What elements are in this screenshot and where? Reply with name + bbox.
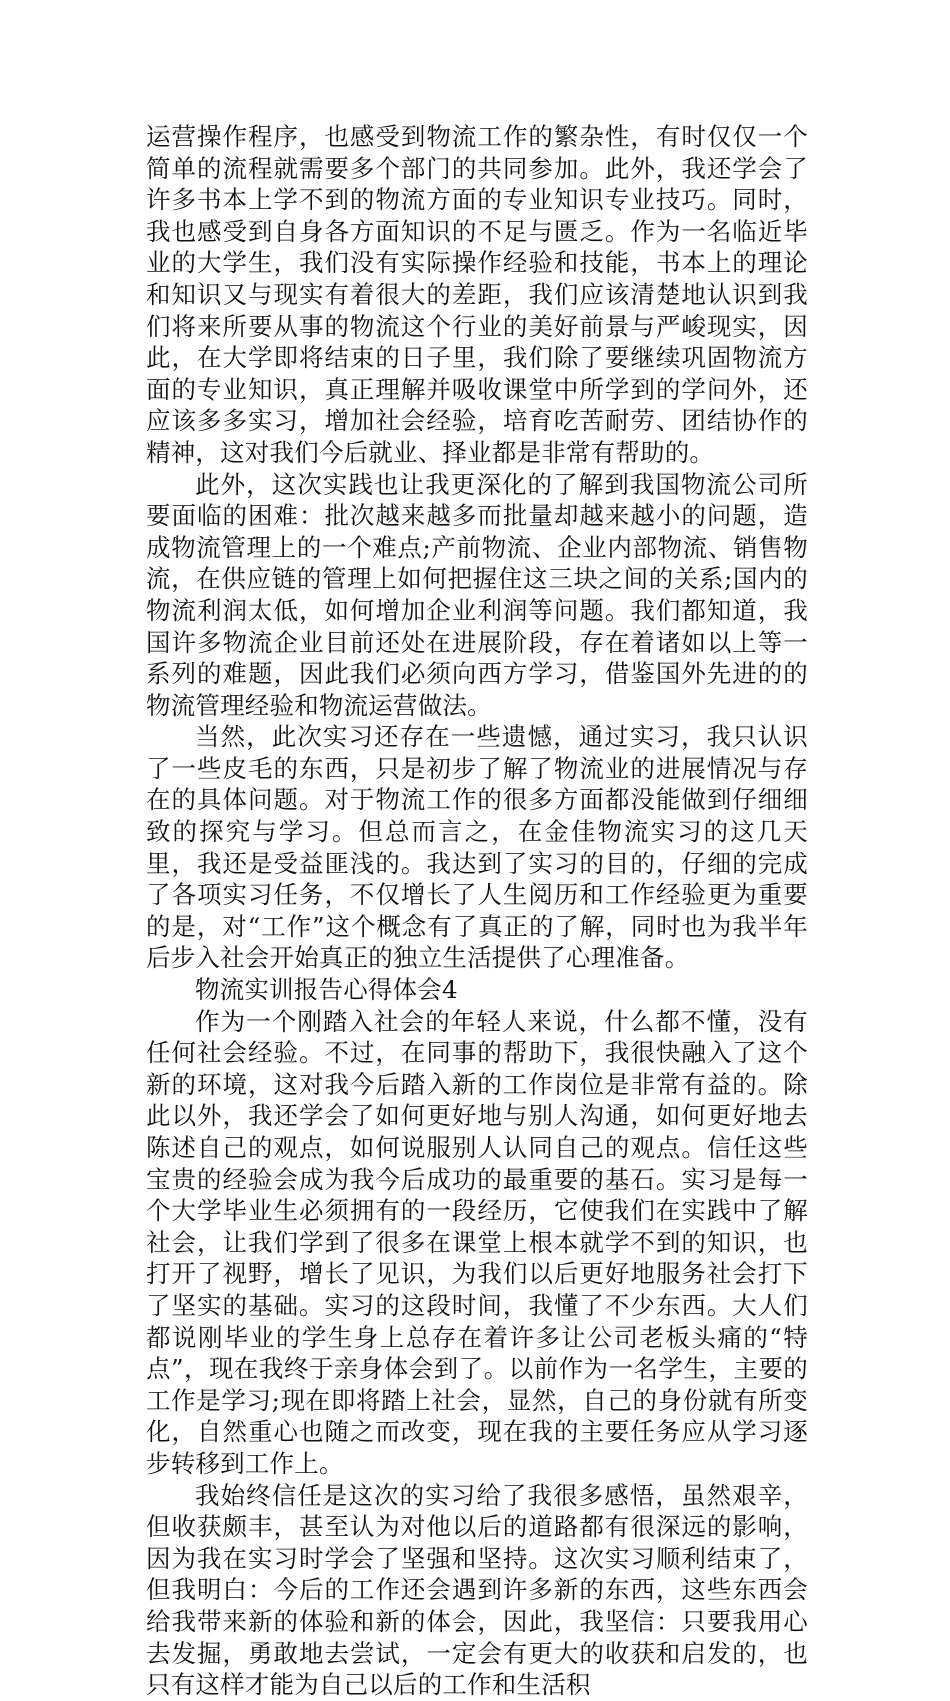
paragraph-3: 当然，此次实习还存在一些遗憾，通过实习，我只认识了一些皮毛的东西，只是初步了解了物流业的进展情况与存在的具体问题。对于物流工作的很多方面都没能做到仔细细致的探究与学习。但总而言之，在金佳物流实习的这几天里，我还是受益匪浅的。我达到了实习的目的，仔细的完成了各项实习任务，不仅增长了人生阅历和工作经验更为重要的是，对“工作”这个概念有了真正的了解，同时也为我半年后步入社会开始真正的独立生活提供了心理准备。 [146,722,808,973]
paragraph-2: 此外，这次实践也让我更深化的了解到我国物流公司所要面临的困难：批次越来越多而批量却越来越小的问题，造成物流管理上的一个难点;产前物流、企业内部物流、销售物流，在供应链的管理上如何把握住这三块之间的关系;国内的物流利润太低，如何增加企业利润等问题。我们都知道，我国许多物流企业目前还处在进展阶段，存在着诸如以上等一系列的难题，因此我们必须向西方学习，借鉴国外先进的的物流管理经验和物流运营做法。 [146,469,808,720]
paragraph-1: 运营操作程序，也感受到物流工作的繁杂性，有时仅仅一个简单的流程就需要多个部门的共同参加。此外，我还学会了许多书本上学不到的物流方面的专业知识专业技巧。同时，我也感受到自身各方面知识的不足与匮乏。作为一名临近毕业的大学生，我们没有实际操作经验和技能，书本上的理论和知识又与现实有着很大的差距，我们应该清楚地认识到我们将来所要从事的物流这个行业的美好前景与严峻现实，因此，在大学即将结束的日子里，我们除了要继续巩固物流方面的专业知识，真正理解并吸收课堂中所学到的学问外，还应该多多实习，增加社会经验，培育吃苦耐劳、团结协作的精神，这对我们今后就业、择业都是非常有帮助的。 [146,122,808,467]
document-body [146,121,808,1701]
paragraph-5: 我始终信任是这次的实习给了我很多感悟，虽然艰辛，但收获颇丰，甚至认为对他以后的道路都有很深远的影响，因为我在实习时学会了坚强和坚持。这次实习顺利结束了，但我明白：今后的工作还会遇到许多新的东西，这些东西会给我带来新的体验和新的体会，因此，我坚信：只要我用心去发掘，勇敢地去尝试，一定会有更大的收获和启发的，也只有这样才能为自己以后的工作和生活积 [146,1480,808,1700]
paragraph-4: 作为一个刚踏入社会的年轻人来说，什么都不懂，没有任何社会经验。不过，在同事的帮助下，我很快融入了这个新的环境，这对我今后踏入新的工作岗位是非常有益的。除此以外，我还学会了如何更好地与别人沟通，如何更好地去陈述自己的观点，如何说服别人认同自己的观点。信任这些宝贵的经验会成为我今后成功的最重要的基石。实习是每一个大学毕业生必须拥有的一段经历，它使我们在实践中了解社会，让我们学到了很多在课堂上根本就学不到的知识，也打开了视野，增长了见识，为我们以后更好地服务社会打下了坚实的基础。实习的这段时间，我懂了不少东西。大人们都说刚毕业的学生身上总存在着许多让公司老板头痛的“特点”，现在我终于亲身体会到了。以前作为一名学生，主要的工作是学习;现在即将踏上社会，显然，自己的身份就有所变化，自然重心也随之而改变，现在我的主要任务应从学习逐步转移到工作上。 [146,1006,808,1478]
section-heading: 物流实训报告心得体会4 [195,975,458,1005]
